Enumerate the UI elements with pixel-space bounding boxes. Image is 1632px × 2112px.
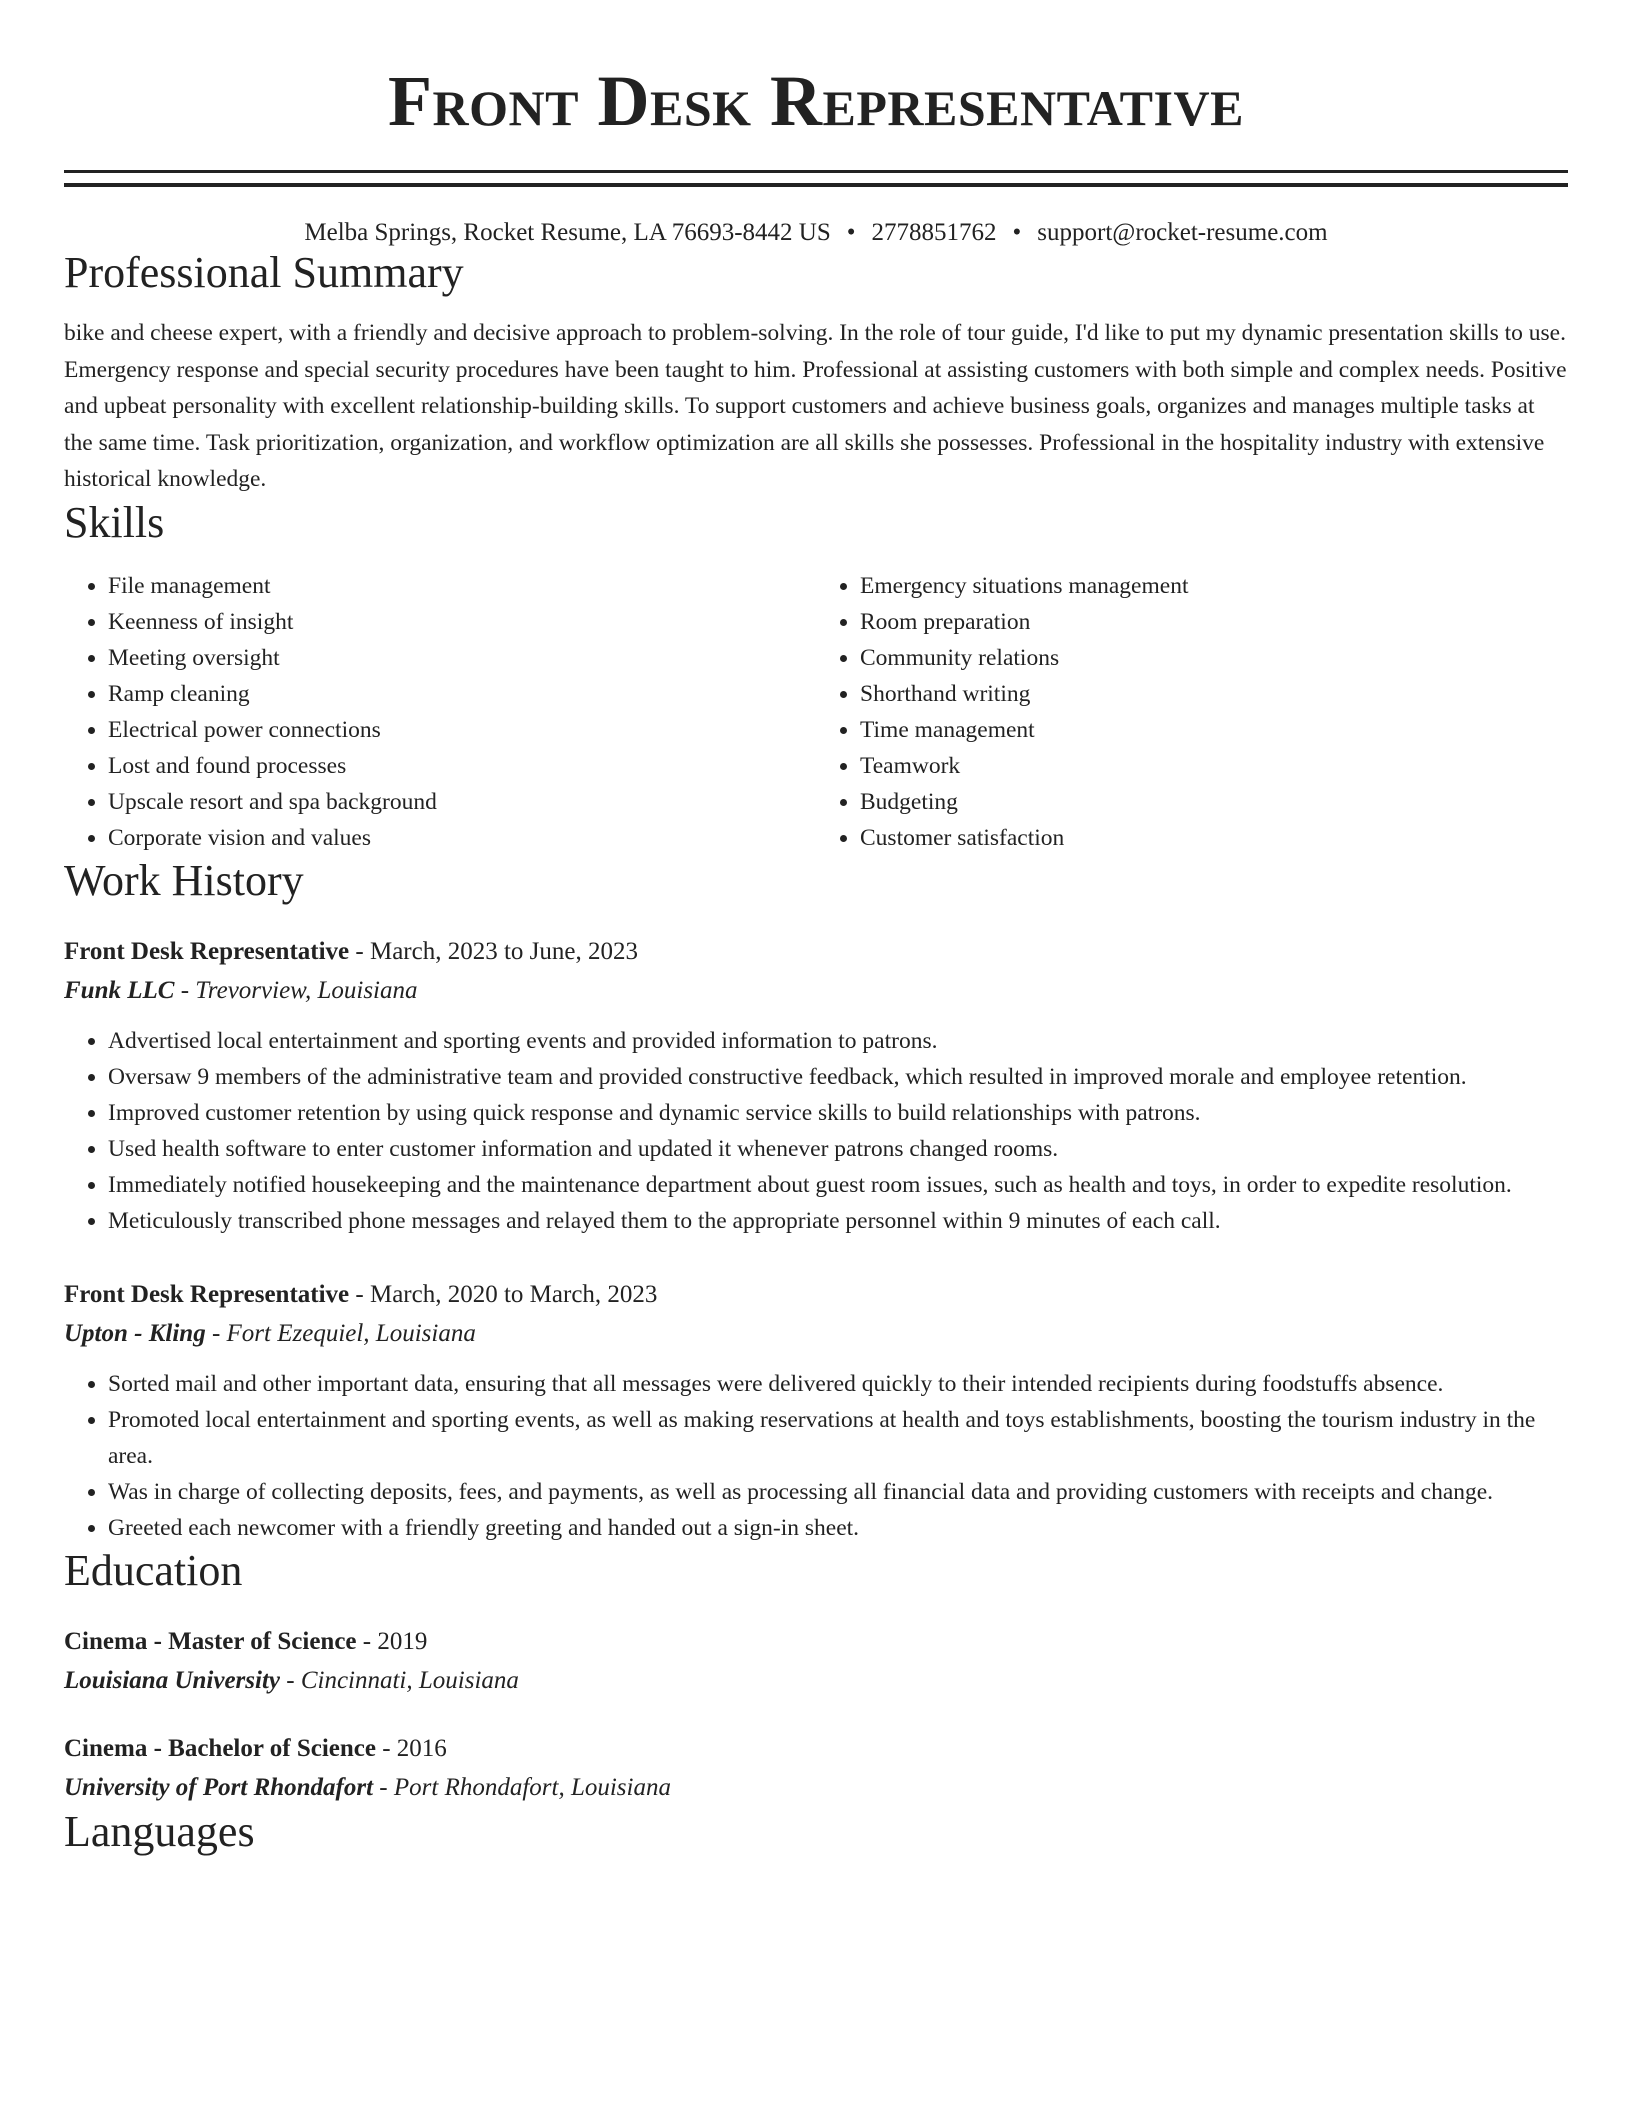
job-entry — [64, 932, 1568, 1239]
job-bullet: • Used health software to enter customer information and updated it whenever patrons changed rooms. — [108, 1131, 1568, 1167]
job-company: Funk LLC — [64, 976, 175, 1004]
education-location: - Port Rhondafort, Louisiana — [373, 1773, 671, 1801]
skill-item: • Time management — [860, 712, 1568, 748]
job-bullet: • Was in charge of collecting deposits, fees, and payments, as well as processing all financial data and providing customers with receipts and change. — [108, 1474, 1568, 1510]
job-company-line — [64, 1314, 1568, 1353]
summary-text: bike and cheese expert, with a friendly and decisive approach to problem-solving. In the role of tour guide, I'd like to put my dynamic presentation skills to use. Emergency response and special security procedures have been taught to him. Professional at assisting customers with both simple and complex needs. Positive and upbeat personality with excellent relationship-building skills. To support customers and achieve business goals, organizes and manages multiple tasks at the same time. Task prioritization, organization, and workflow optimization are all skills she possesses. Professional in the hospitality industry with extensive historical knowledge. — [64, 320, 1567, 492]
skill-item: • Community relations — [860, 640, 1568, 676]
contact-separator: • — [1012, 219, 1022, 246]
education-degree: Cinema - Bachelor of Science — [64, 1734, 376, 1762]
job-bullet: • Improved customer retention by using quick response and dynamic service skills to build relationships with patrons. — [108, 1095, 1568, 1131]
education-school: Louisiana University — [64, 1666, 280, 1694]
contact-email: support@rocket-resume.com — [1037, 219, 1328, 246]
job-header — [64, 932, 1568, 971]
skills-column-left — [64, 568, 816, 856]
job-bullet: • Promoted local entertainment and sporting events, as well as making reservations at health and toys establishments, boosting the tourism industry in the area. — [108, 1402, 1568, 1474]
skill-item: • Shorthand writing — [860, 676, 1568, 712]
job-location: - Fort Ezequiel, Louisiana — [205, 1319, 476, 1347]
job-bullets — [64, 1023, 1568, 1239]
skill-item: • Lost and found processes — [108, 748, 816, 784]
job-bullets — [64, 1366, 1568, 1546]
education-entry — [64, 1622, 1568, 1700]
job-bullet: • Advertised local entertainment and sporting events and provided information to patrons. — [108, 1023, 1568, 1059]
job-bullet: • Oversaw 9 members of the administrative team and provided constructive feedback, which resulted in improved morale and employee retention. — [108, 1059, 1568, 1095]
job-bullet: • Sorted mail and other important data, ensuring that all messages were delivered quickly to their intended recipients during foodstuffs absence. — [108, 1366, 1568, 1402]
skill-item: • File management — [108, 568, 816, 604]
education-degree: Cinema - Master of Science — [64, 1627, 357, 1655]
section-title-education: Education — [64, 1545, 243, 1595]
header-double-rule — [64, 170, 1568, 187]
section-title-work-history: Work History — [64, 855, 304, 905]
section-title-languages: Languages — [64, 1806, 255, 1856]
contact-phone: 2778851762 — [871, 219, 997, 246]
job-location: - Trevorview, Louisiana — [174, 976, 418, 1004]
resume-name: Front Desk Representative — [388, 61, 1244, 141]
skill-item: • Upscale resort and spa background — [108, 784, 816, 820]
section-title-summary: Professional Summary — [64, 248, 464, 297]
education-school: University of Port Rhondafort — [64, 1773, 374, 1801]
contact-address: Melba Springs, Rocket Resume, LA 76693-8442 US — [304, 219, 831, 246]
job-dates: - March, 2020 to March, 2023 — [349, 1280, 658, 1308]
contact-line — [64, 218, 1568, 248]
job-header — [64, 1275, 1568, 1314]
skill-item: • Teamwork — [860, 748, 1568, 784]
education-year: - 2016 — [375, 1734, 447, 1762]
education-year: - 2019 — [356, 1627, 428, 1655]
skill-item: • Budgeting — [860, 784, 1568, 820]
education-entry — [64, 1729, 1568, 1807]
skill-item: • Corporate vision and values — [108, 820, 816, 856]
job-bullet: • Immediately notified housekeeping and the maintenance department about guest room issues, such as health and toys, in order to expedite resolution. — [108, 1167, 1568, 1203]
skill-item: • Room preparation — [860, 604, 1568, 640]
education-header — [64, 1622, 1568, 1661]
job-bullet: • Greeted each newcomer with a friendly greeting and handed out a sign-in sheet. — [108, 1510, 1568, 1546]
job-entry — [64, 1275, 1568, 1546]
skill-item: • Keenness of insight — [108, 604, 816, 640]
skill-item: • Ramp cleaning — [108, 676, 816, 712]
skill-item: • Electrical power connections — [108, 712, 816, 748]
skill-item: • Customer satisfaction — [860, 820, 1568, 856]
job-company-line — [64, 971, 1568, 1010]
job-dates: - March, 2023 to June, 2023 — [349, 937, 638, 965]
education-school-line — [64, 1768, 1568, 1807]
skill-item: • Meeting oversight — [108, 640, 816, 676]
job-bullet: • Meticulously transcribed phone messages and relayed them to the appropriate personnel within 9 minutes of each call. — [108, 1203, 1568, 1239]
job-role: Front Desk Representative — [64, 1280, 350, 1308]
job-company: Upton - Kling — [64, 1319, 206, 1347]
section-title-skills: Skills — [64, 497, 165, 547]
contact-separator: • — [846, 219, 856, 246]
skills-list — [64, 568, 1568, 856]
education-school-line — [64, 1661, 1568, 1700]
job-role: Front Desk Representative — [64, 937, 350, 965]
skill-item: • Emergency situations management — [860, 568, 1568, 604]
education-header — [64, 1729, 1568, 1768]
skills-column-right — [816, 568, 1568, 856]
education-location: - Cincinnati, Louisiana — [280, 1666, 519, 1694]
